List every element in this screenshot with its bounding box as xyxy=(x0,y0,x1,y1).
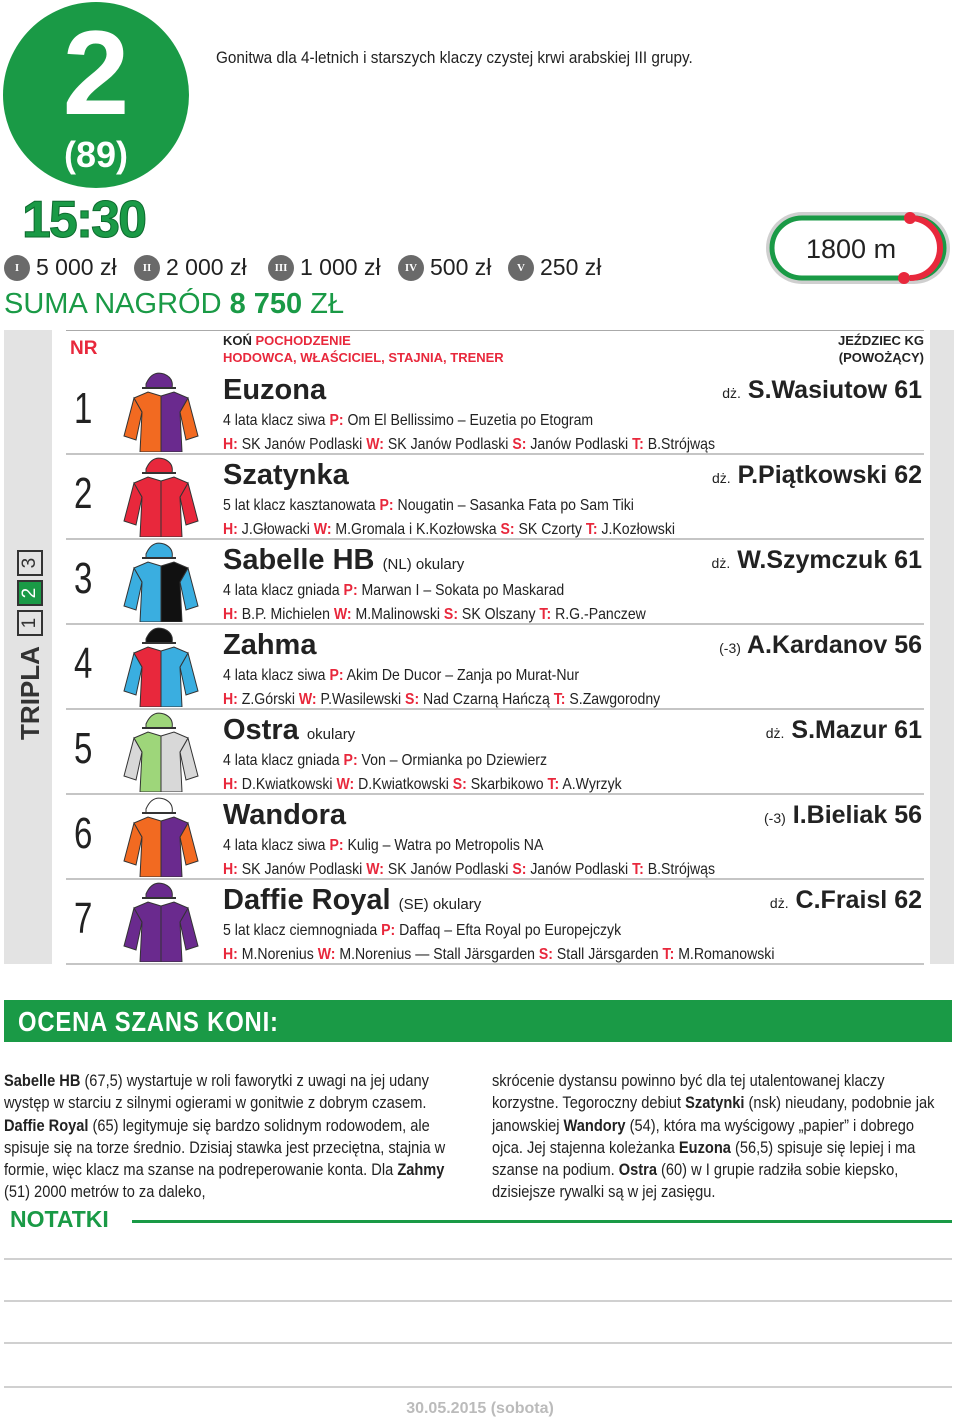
horse-description: 4 lata klacz gniada xyxy=(223,582,340,599)
trainer-label: T: xyxy=(632,861,644,878)
owner-label: W: xyxy=(313,521,332,538)
horse-header-connections: HODOWCA, WŁAŚCICIEL, STAJNIA, TRENER xyxy=(223,350,504,365)
horse-name-text: Euzona xyxy=(223,374,327,406)
pedigree-label: P: xyxy=(381,922,396,939)
horse-description: 4 lata klacz gniada xyxy=(223,752,340,769)
roman-numeral-badge: III xyxy=(268,255,294,281)
stable-label: S: xyxy=(538,946,553,963)
trainer: S.Zawgorodny xyxy=(569,691,661,708)
prize-sum-currency: ZŁ xyxy=(310,288,345,320)
horse-extra: okulary xyxy=(306,726,356,743)
breeder-label: H: xyxy=(223,521,238,538)
nr-column-header: NR xyxy=(70,338,98,359)
breeder-label: H: xyxy=(223,606,238,623)
ocena-column-2 xyxy=(492,1070,948,1204)
horse-row xyxy=(66,370,924,455)
jockey-silks-icon xyxy=(120,712,202,792)
ocena-text: skrócenie dystansu powinno być dla tej utalentowanej klaczy korzystne. Tegoroczny debiut xyxy=(492,1071,885,1113)
prize-1 xyxy=(4,254,117,281)
horse-description: 5 lat klacz kasztanowata xyxy=(223,497,376,514)
race-title: Gonitwa dla 4-letnich i starszych klaczy czystej krwi arabskiej III grupy. xyxy=(216,48,693,67)
prize-sum-amount: 8 750 xyxy=(229,288,303,320)
horse-description: 4 lata klacz siwa xyxy=(223,667,326,684)
horse-name xyxy=(223,374,326,407)
race-index: (89) xyxy=(63,134,129,175)
owner-label: W: xyxy=(366,436,384,453)
horse-number: 7 xyxy=(74,894,93,943)
pedigree-label: P: xyxy=(329,667,344,684)
jockey-header-line1: JEŹDZIEC KG xyxy=(838,333,924,348)
prize-2 xyxy=(134,254,247,281)
horse-row xyxy=(66,795,924,880)
stable: SK Czorty xyxy=(518,521,582,538)
highlighted-horse-name: Daffie Royal xyxy=(4,1115,89,1135)
jockey-prefix: dż. xyxy=(765,725,785,741)
stable: Nad Czarną Hańczą xyxy=(423,691,550,708)
jockey xyxy=(712,546,922,575)
jockey xyxy=(766,716,922,745)
trainer-label: T: xyxy=(662,946,675,963)
jockey-name: S.Mazur 61 xyxy=(791,716,922,744)
breeder: J.Głowacki xyxy=(241,521,310,538)
prize-4 xyxy=(398,254,491,281)
horse-name xyxy=(223,714,355,747)
horse-number: 5 xyxy=(74,724,93,773)
jockey-silks-icon xyxy=(120,457,202,537)
prize-sum-label: SUMA NAGRÓD xyxy=(4,288,222,320)
horse-name-text: Sabelle HB xyxy=(223,544,375,576)
roman-numeral-badge: I xyxy=(4,255,30,281)
jockey-prefix: (-3) xyxy=(764,810,786,826)
jockey xyxy=(770,886,922,915)
horse-pedigree-line xyxy=(223,412,593,430)
jockey-name: I.Bieliak 56 xyxy=(792,801,922,829)
stable-label: S: xyxy=(512,861,527,878)
horse-name-text: Wandora xyxy=(223,799,346,831)
horse-connections-line xyxy=(223,606,646,624)
pedigree-label: P: xyxy=(343,582,358,599)
horse-extra: (NL) okulary xyxy=(382,556,465,573)
owner: P.Wasilewski xyxy=(320,691,402,708)
note-line xyxy=(4,1258,952,1260)
horse-row xyxy=(66,880,924,965)
jockey xyxy=(722,376,922,405)
prize-5 xyxy=(508,254,601,281)
jockey-prefix: (-3) xyxy=(719,640,741,656)
trainer: R.G.-Panczew xyxy=(555,606,646,623)
ocena-text: (60) w I grupie radziła sobie kiepsko, dzisiejsze rywalki są w jej zasięgu. xyxy=(492,1160,899,1202)
right-band xyxy=(930,330,954,964)
breeder: B.P. Michielen xyxy=(241,606,330,623)
horse-name xyxy=(223,884,481,917)
horse-header-pochodzenie: POCHODZENIE xyxy=(255,333,351,348)
jockey-prefix: dż. xyxy=(711,470,731,486)
note-line xyxy=(4,1386,952,1388)
prize-3 xyxy=(268,254,381,281)
ocena-text: (67,5) wystartuje w roli faworytki z uwagi na jej udany występ w starciu z silnymi ogierami w gonitwie z dobrym czasem. xyxy=(4,1071,429,1113)
owner-label: W: xyxy=(336,776,355,793)
horse-column-header xyxy=(223,332,504,366)
jockey-name: W.Szymczuk 61 xyxy=(737,546,922,574)
horse-number: 1 xyxy=(74,384,93,433)
ocena-column-1 xyxy=(4,1070,460,1204)
highlighted-horse-name: Ostra xyxy=(618,1160,657,1180)
trainer-label: T: xyxy=(539,606,552,623)
owner: SK Janów Podlaski xyxy=(387,436,509,453)
tripla-box-3: 3 xyxy=(17,550,43,576)
horse-name xyxy=(223,459,349,492)
horse-connections-line xyxy=(223,946,774,964)
tripla-box-1: 1 xyxy=(17,610,43,636)
owner-label: W: xyxy=(317,946,336,963)
horse-number: 4 xyxy=(74,639,93,688)
note-line xyxy=(4,1342,952,1344)
highlighted-horse-name: Sabelle HB xyxy=(4,1071,81,1090)
prize-amount: 250 zł xyxy=(540,254,602,280)
trainer: B.Strójwąs xyxy=(647,861,716,878)
highlighted-horse-name: Szatynki xyxy=(685,1093,745,1113)
horse-pedigree: Von – Ormianka po Dziewierz xyxy=(361,752,548,769)
breeder-label: H: xyxy=(223,946,238,963)
tripla-label: TRIPLA xyxy=(14,646,45,740)
breeder: SK Janów Podlaski xyxy=(241,436,363,453)
horse-description: 4 lata klacz siwa xyxy=(223,837,326,854)
horse-connections-line xyxy=(223,521,675,539)
horse-number: 6 xyxy=(74,809,93,858)
ocena-text: (54), która ma wyścigowy „papier” i dobrego ojca. Jej stajenna koleżanka xyxy=(492,1115,914,1157)
owner: SK Janów Podlaski xyxy=(387,861,509,878)
horse-name xyxy=(223,544,464,577)
ocena-title: OCENA SZANS KONI: xyxy=(18,1006,279,1037)
race-number: 2 xyxy=(62,6,130,140)
jockey-silks-icon xyxy=(120,542,202,622)
stable: Janów Podlaski xyxy=(530,436,629,453)
stable: Janów Podlaski xyxy=(530,861,629,878)
horse-pedigree-line xyxy=(223,582,564,600)
horse-connections-line xyxy=(223,436,715,454)
trainer-label: T: xyxy=(585,521,598,538)
horse-pedigree: Kulig – Watra po Metropolis NA xyxy=(347,837,544,854)
owner: M.Norenius — Stall Järsgarden xyxy=(339,946,535,963)
jockey-column-header xyxy=(838,332,924,366)
highlighted-horse-name: Zahmy xyxy=(397,1160,445,1180)
breeder: M.Norenius xyxy=(241,946,314,963)
roman-numeral-badge: II xyxy=(134,255,160,281)
horse-extra: (SE) okulary xyxy=(398,896,482,913)
stable-label: S: xyxy=(443,606,459,623)
horse-connections-line xyxy=(223,691,660,709)
trainer-label: T: xyxy=(632,436,644,453)
prize-amount: 5 000 zł xyxy=(36,254,117,280)
owner: M.Gromala i K.Kozłowska xyxy=(335,521,497,538)
pedigree-label: P: xyxy=(329,837,344,854)
horse-name xyxy=(223,799,346,832)
horse-number: 2 xyxy=(74,469,93,518)
breeder: SK Janów Podlaski xyxy=(241,861,363,878)
jockey-prefix: dż. xyxy=(722,385,741,401)
jockey-name: S.Wasiutow 61 xyxy=(747,376,922,404)
breeder: Z.Górski xyxy=(241,691,295,708)
roman-numeral-badge: V xyxy=(508,255,534,281)
stable: Skarbikowo xyxy=(470,776,544,793)
horse-pedigree: Om El Bellissimo – Euzetia po Etogram xyxy=(347,412,594,429)
jockey-silks-icon xyxy=(120,882,202,962)
horse-pedigree: Akim De Ducor – Zanja po Murat-Nur xyxy=(346,667,580,684)
jockey-silks-icon xyxy=(120,797,202,877)
breeder-label: H: xyxy=(223,436,238,453)
jockey-silks-icon xyxy=(120,627,202,707)
trainer: M.Romanowski xyxy=(678,946,775,963)
horse-row xyxy=(66,710,924,795)
horse-pedigree: Daffaq – Efta Royal po Europejczyk xyxy=(399,922,622,939)
horse-connections-line xyxy=(223,861,715,879)
jockey-name: C.Fraisl 62 xyxy=(795,886,922,914)
pedigree-label: P: xyxy=(329,412,344,429)
horse-pedigree: Marwan I – Sokata po Maskarad xyxy=(361,582,565,599)
ocena-text: (nsk) nieudany, podobnie jak janowskiej xyxy=(492,1093,935,1135)
jockey-name: P.Piątkowski 62 xyxy=(737,461,922,489)
jockey-name: A.Kardanov 56 xyxy=(746,631,922,659)
roman-numeral-badge: IV xyxy=(398,255,424,281)
table-header-divider xyxy=(66,330,924,331)
horse-pedigree-line xyxy=(223,837,543,855)
owner-label: W: xyxy=(333,606,352,623)
ocena-text: (65) legitymuje się bardzo solidnym rodowodem, ale spisuje się na torze średnio. Dzisiaj stawka jest przeciętna, stajnia w formie, więc klacz ma szanse na podreperowanie konta. Dla xyxy=(4,1115,446,1180)
stable-label: S: xyxy=(405,691,420,708)
breeder: D.Kwiatkowski xyxy=(241,776,333,793)
horse-pedigree-line xyxy=(223,922,621,940)
highlighted-horse-name: Euzona xyxy=(678,1137,731,1157)
pedigree-label: P: xyxy=(379,497,394,514)
stable-label: S: xyxy=(452,776,467,793)
trainer: B.Strójwąs xyxy=(647,436,716,453)
race-time: 15:30 xyxy=(22,191,145,249)
horse-name-text: Ostra xyxy=(223,714,299,746)
stable: SK Olszany xyxy=(461,606,536,623)
trainer: J.Kozłowski xyxy=(601,521,676,538)
horse-name-text: Daffie Royal xyxy=(223,884,391,916)
horse-number: 3 xyxy=(74,554,93,603)
breeder-label: H: xyxy=(223,861,238,878)
highlighted-horse-name: Wandory xyxy=(563,1115,626,1135)
jockey xyxy=(719,631,922,660)
trainer-label: T: xyxy=(553,691,566,708)
note-line xyxy=(4,1300,952,1302)
prize-sum xyxy=(4,288,344,321)
ocena-text: (56,5) spisuje się lepiej i ma szanse na podium. xyxy=(492,1137,916,1180)
jockey-header-line2: (POWOŻĄCY) xyxy=(838,350,924,365)
pedigree-label: P: xyxy=(343,752,358,769)
jockey xyxy=(712,461,922,490)
prize-amount: 500 zł xyxy=(430,254,492,280)
horse-connections-line xyxy=(223,776,622,794)
owner-label: W: xyxy=(298,691,317,708)
race-number-badge xyxy=(3,2,189,188)
notes-title-rule xyxy=(132,1220,952,1223)
horse-pedigree: Nougatin – Sasanka Fata po Sam Tiki xyxy=(397,497,634,514)
horse-header-kon: KOŃ xyxy=(223,333,252,348)
row-divider xyxy=(66,963,924,965)
owner: D.Kwiatkowski xyxy=(358,776,449,793)
stable-label: S: xyxy=(500,521,515,538)
horse-row xyxy=(66,625,924,710)
prize-amount: 1 000 zł xyxy=(300,254,381,280)
prize-amount: 2 000 zł xyxy=(166,254,247,280)
breeder-label: H: xyxy=(223,691,238,708)
footer-date: 30.05.2015 (sobota) xyxy=(406,1400,554,1417)
notes-title: NOTATKI xyxy=(10,1206,109,1232)
stable-label: S: xyxy=(512,436,527,453)
jockey-silks-icon xyxy=(120,372,202,452)
horse-name-text: Szatynka xyxy=(223,459,349,491)
horse-name xyxy=(223,629,316,662)
race-distance: 1800 m xyxy=(806,234,897,264)
owner-label: W: xyxy=(366,861,384,878)
trainer-label: T: xyxy=(547,776,560,793)
horse-pedigree-line xyxy=(223,752,547,770)
tripla-indicator xyxy=(10,495,50,795)
owner: M.Malinowski xyxy=(355,606,441,623)
horse-pedigree-line xyxy=(223,497,634,515)
tripla-box-2: 2 xyxy=(17,580,43,606)
stable: Stall Järsgarden xyxy=(556,946,659,963)
horse-name-text: Zahma xyxy=(223,629,317,661)
horse-description: 4 lata klacz siwa xyxy=(223,412,326,429)
ocena-text: (51) 2000 metrów to za daleko, xyxy=(4,1182,206,1202)
jockey xyxy=(764,801,922,830)
horse-description: 5 lat klacz ciemnogniada xyxy=(223,922,378,939)
jockey-prefix: dż. xyxy=(711,555,731,571)
breeder-label: H: xyxy=(223,776,238,793)
horse-row xyxy=(66,540,924,625)
trainer: A.Wyrzyk xyxy=(562,776,622,793)
horse-pedigree-line xyxy=(223,667,579,685)
horse-row xyxy=(66,455,924,540)
jockey-prefix: dż. xyxy=(769,895,789,911)
